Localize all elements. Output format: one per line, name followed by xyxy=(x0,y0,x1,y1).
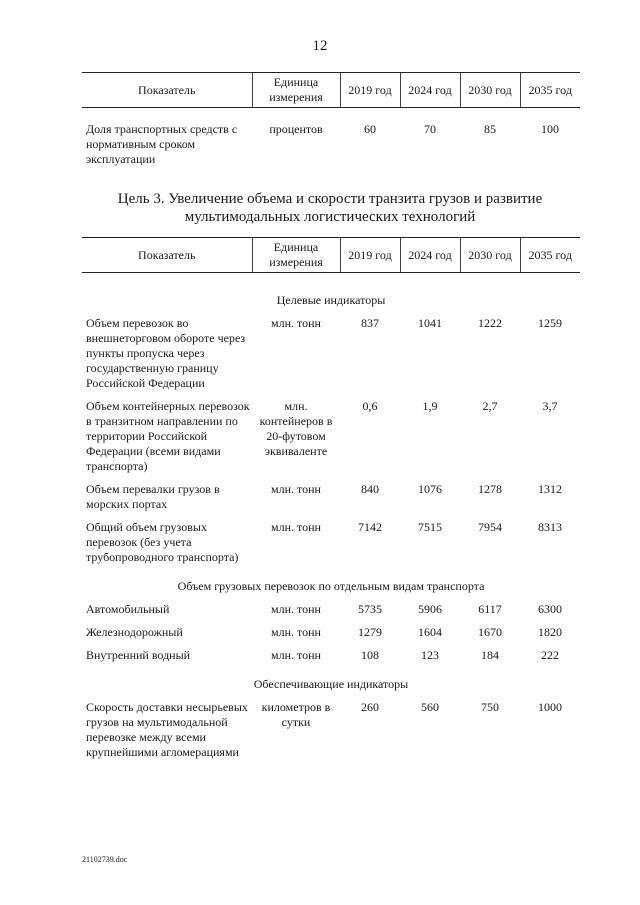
table-row xyxy=(82,399,580,482)
header-year: 2035 год xyxy=(520,238,580,273)
indicator-name: Объем перевалки грузов в морских портах xyxy=(86,482,220,511)
value-cell: 5735 xyxy=(358,602,382,616)
value-cell: 123 xyxy=(421,648,439,662)
value-cell: 560 xyxy=(421,700,439,714)
value-cell: 1820 xyxy=(538,625,562,639)
value-cell: 8313 xyxy=(538,520,562,534)
indicator-unit: млн. тонн xyxy=(271,316,321,330)
value-cell: 60 xyxy=(364,122,376,136)
value-cell: 750 xyxy=(481,700,499,714)
table-row xyxy=(82,648,580,671)
section-title: Целевые индикаторы xyxy=(276,293,386,307)
value-cell: 1312 xyxy=(538,482,562,496)
value-cell: 1,9 xyxy=(422,399,438,413)
table-row xyxy=(82,700,580,768)
value-cell: 3,7 xyxy=(542,399,558,413)
table-row xyxy=(82,625,580,648)
table-header xyxy=(82,73,580,108)
indicator-name: Автомобильный xyxy=(86,602,170,616)
indicator-unit: млн. тонн xyxy=(271,602,321,616)
value-cell: 2,7 xyxy=(482,399,498,413)
page-number: 12 xyxy=(312,38,328,54)
header-year: 2024 год xyxy=(400,238,460,273)
indicator-name: Доля транспортных средств с нормативным сроком эксплуатации xyxy=(86,122,238,166)
document-filename: 21102739.doc xyxy=(82,855,128,864)
value-cell: 1000 xyxy=(538,700,562,714)
indicator-name: Скорость доставки несырьевых грузов на мультимодальной перевозке между всеми крупнейшими агломерациями xyxy=(86,700,248,759)
header-year: 2019 год xyxy=(340,238,400,273)
value-cell: 100 xyxy=(541,122,559,136)
value-cell: 184 xyxy=(481,648,499,662)
section-title: Объем грузовых перевозок по отдельным видам транспорта xyxy=(177,579,485,593)
header-year: 2024 год xyxy=(400,73,460,108)
table-row xyxy=(82,316,580,399)
header-year: 2019 год xyxy=(340,73,400,108)
value-cell: 6300 xyxy=(538,602,562,616)
header-unit: Единица измерения xyxy=(252,238,340,273)
indicator-unit: млн. тонн xyxy=(271,520,321,534)
value-cell: 260 xyxy=(361,700,379,714)
value-cell: 222 xyxy=(541,648,559,662)
value-cell: 7142 xyxy=(358,520,382,534)
indicator-unit: млн. тонн xyxy=(271,625,321,639)
value-cell: 840 xyxy=(361,482,379,496)
section-header xyxy=(82,671,580,700)
value-cell: 108 xyxy=(361,648,379,662)
table-row xyxy=(82,122,580,175)
value-cell: 1222 xyxy=(478,316,502,330)
header-year: 2030 год xyxy=(460,73,520,108)
section-title: Обеспечивающие индикаторы xyxy=(253,677,409,691)
indicator-unit: млн. контейнеров в 20-футовом эквиваленте xyxy=(259,399,333,458)
header-indicator: Показатель xyxy=(82,73,252,108)
header-year: 2030 год xyxy=(460,238,520,273)
indicator-unit: млн. тонн xyxy=(271,648,321,662)
value-cell: 1670 xyxy=(478,625,502,639)
indicator-name: Внутренний водный xyxy=(86,648,191,662)
table-header xyxy=(82,238,580,273)
value-cell: 6117 xyxy=(478,602,502,616)
header-unit: Единица измерения xyxy=(252,73,340,108)
value-cell: 70 xyxy=(424,122,436,136)
header-year: 2035 год xyxy=(520,73,580,108)
value-cell: 1041 xyxy=(418,316,442,330)
section-header xyxy=(82,573,580,602)
indicator-unit: километров в сутки xyxy=(261,700,331,729)
table-row xyxy=(82,602,580,625)
value-cell: 1259 xyxy=(538,316,562,330)
indicator-unit: процентов xyxy=(269,122,323,136)
section-header xyxy=(82,287,580,316)
value-cell: 5906 xyxy=(418,602,442,616)
header-indicator: Показатель xyxy=(82,238,252,273)
indicator-name: Общий объем грузовых перевозок (без учета трубопроводного транспорта) xyxy=(86,520,239,564)
table-row xyxy=(82,520,580,573)
indicator-table-1 xyxy=(82,72,580,175)
value-cell: 1604 xyxy=(418,625,442,639)
goal-3-title: Цель 3. Увеличение объема и скорости транзита грузов и развитие мультимодальных логистических технологий xyxy=(117,191,543,225)
value-cell: 1278 xyxy=(478,482,502,496)
indicator-name: Объем перевозок во внешнеторговом обороте через пункты пропуска через государственную границу Российской Федерации xyxy=(86,316,246,390)
indicator-unit: млн. тонн xyxy=(271,482,321,496)
value-cell: 1076 xyxy=(418,482,442,496)
value-cell: 85 xyxy=(484,122,496,136)
table-row xyxy=(82,482,580,520)
indicator-table-2 xyxy=(82,237,580,768)
indicator-name: Железнодорожный xyxy=(86,625,183,639)
indicator-name: Объем контейнерных перевозок в транзитном направлении по территории Российской Федерации (всеми видами транспорта) xyxy=(86,399,250,473)
value-cell: 7515 xyxy=(418,520,442,534)
value-cell: 0,6 xyxy=(362,399,378,413)
value-cell: 7954 xyxy=(478,520,502,534)
value-cell: 1279 xyxy=(358,625,382,639)
value-cell: 837 xyxy=(361,316,379,330)
